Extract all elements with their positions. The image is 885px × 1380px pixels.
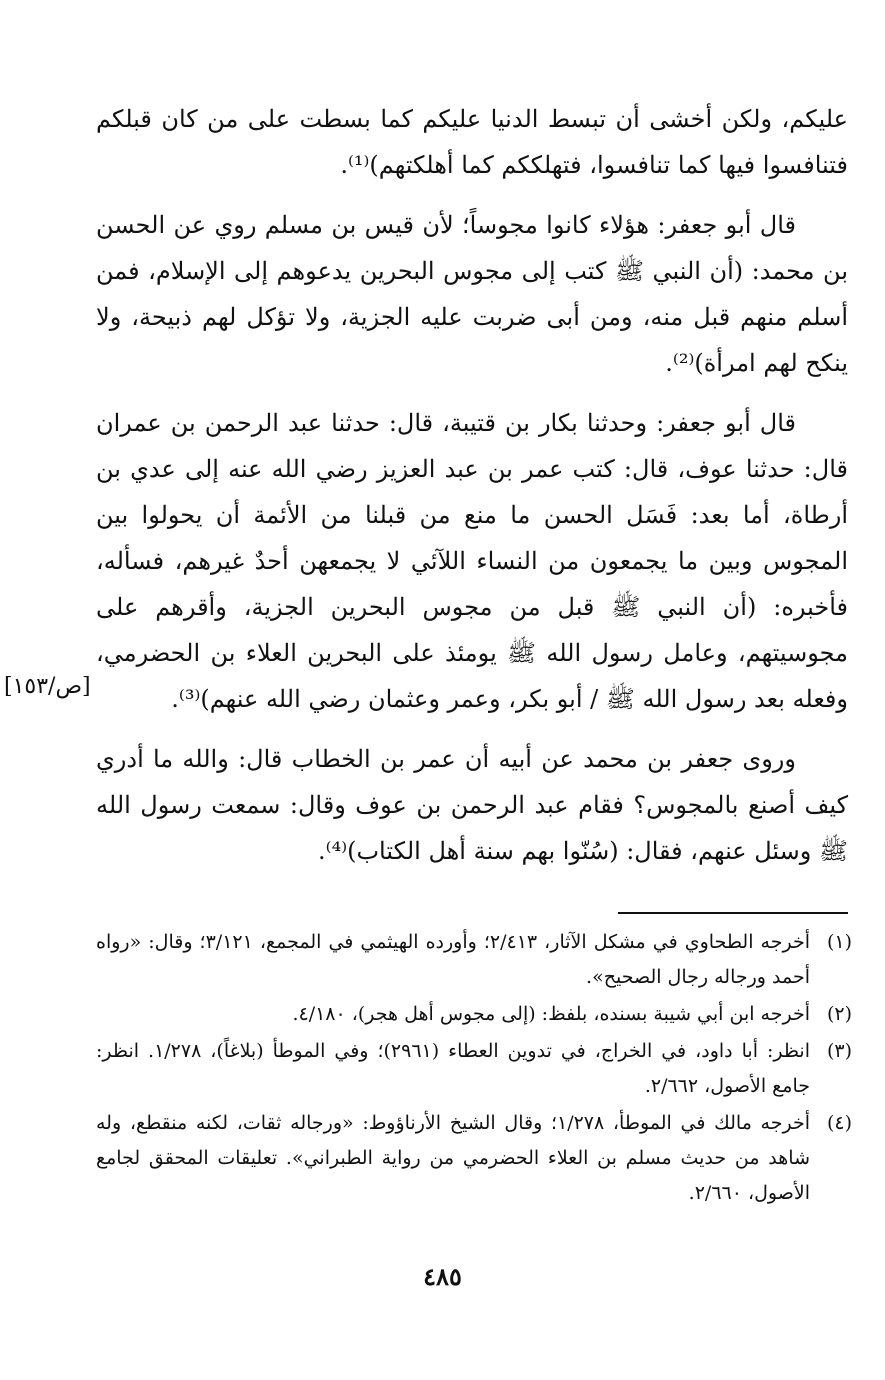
footnotes bbox=[96, 925, 852, 1213]
main-text-body bbox=[96, 96, 848, 888]
paragraph-4: وروى جعفر بن محمد عن أبيه أن عمر بن الخطاب قال: والله ما أدري كيف أصنع بالمجوس؟ فقام عبد الرحمن بن عوف وقال: سمعت رسول الله ﷺ وسئل عنهم، فقال: (سُنّوا بهم سنة أهل الكتاب)⁽⁴⁾. bbox=[96, 745, 848, 865]
footnote-number: (٤) bbox=[826, 1112, 852, 1134]
footnote-3 bbox=[96, 1034, 852, 1104]
page-number: ٤٨٥ bbox=[423, 1262, 462, 1291]
footnote-4 bbox=[96, 1106, 852, 1211]
paragraph-1: عليكم، ولكن أخشى أن تبسط الدنيا عليكم كما بسطت على من كان قبلكم فتنافسوا فيها كما تنافسوا، فتهلككم كما أهلكتهم)⁽¹⁾. bbox=[96, 105, 848, 179]
footnote-number: (٣) bbox=[826, 1040, 852, 1062]
footnote-number: (٢) bbox=[826, 1003, 852, 1025]
footnote-text: أخرجه الطحاوي في مشكل الآثار، ٢/٤١٣؛ وأورده الهيثمي في المجمع، ٣/١٢١؛ وقال: «رواه أحمد ورجاله رجال الصحيح». bbox=[96, 931, 810, 988]
footnote-text: أخرجه ابن أبي شيبة بسنده، بلفظ: (إلى مجوس أهل هجر)، ٤/١٨٠. bbox=[292, 1003, 810, 1025]
paragraph-2: قال أبو جعفر: هؤلاء كانوا مجوساً؛ لأن قيس بن مسلم روي عن الحسن بن محمد: (أن النبي ﷺ كتب إلى مجوس البحرين يدعوهم إلى الإسلام، فمن أسلم منهم قبل منه، ومن أبى ضربت عليه الجزية، ولا تؤكل لهم ذبيحة، ولا ينكح لهم امرأة)⁽²⁾. bbox=[96, 211, 849, 377]
footnote-2 bbox=[96, 997, 852, 1032]
paragraph-3: قال أبو جعفر: وحدثنا بكار بن قتيبة، قال: حدثنا عبد الرحمن بن عمران قال: حدثنا عوف، قال: كتب عمر بن عبد العزيز رضي الله عنه إلى عدي بن أرطاة، أما بعد: فَسَل الحسن ما منع من قبلنا من الأئمة أن يحولوا بين المجوس وبين ما يجمعون من النساء اللآئي لا يجمعهن أحدٌ غيرهم، فسأله، فأخبره: (أن النبي ﷺ قبل من مجوس البحرين الجزية، وأقرهم على مجوسيتهم، وعامل رسول الله ﷺ يومئذ على البحرين العلاء بن الحضرمي، وفعله بعد رسول الله ﷺ / أبو بكر، وعمر وعثمان رضي الله عنهم)⁽³⁾. bbox=[96, 409, 848, 713]
footnote-1 bbox=[96, 925, 852, 995]
original-page-marker: [ص/١٥٣] bbox=[4, 674, 91, 699]
footnote-divider bbox=[618, 912, 848, 914]
footnote-text: أخرجه مالك في الموطأ، ١/٢٧٨؛ وقال الشيخ الأرناؤوط: «ورجاله ثقات، لكنه منقطع، وله شاهد من حديث مسلم بن العلاء الحضرمي من رواية الطبراني». تعليقات المحقق لجامع الأصول، ٢/٦٦٠. bbox=[96, 1112, 810, 1204]
footnote-number: (١) bbox=[826, 931, 852, 953]
footnote-text: انظر: أبا داود، في الخراج، في تدوين العطاء (٢٩٦١)؛ وفي الموطأ (بلاغاً)، ١/٢٧٨. انظر: جامع الأصول، ٢/٦٦٢. bbox=[96, 1040, 811, 1097]
